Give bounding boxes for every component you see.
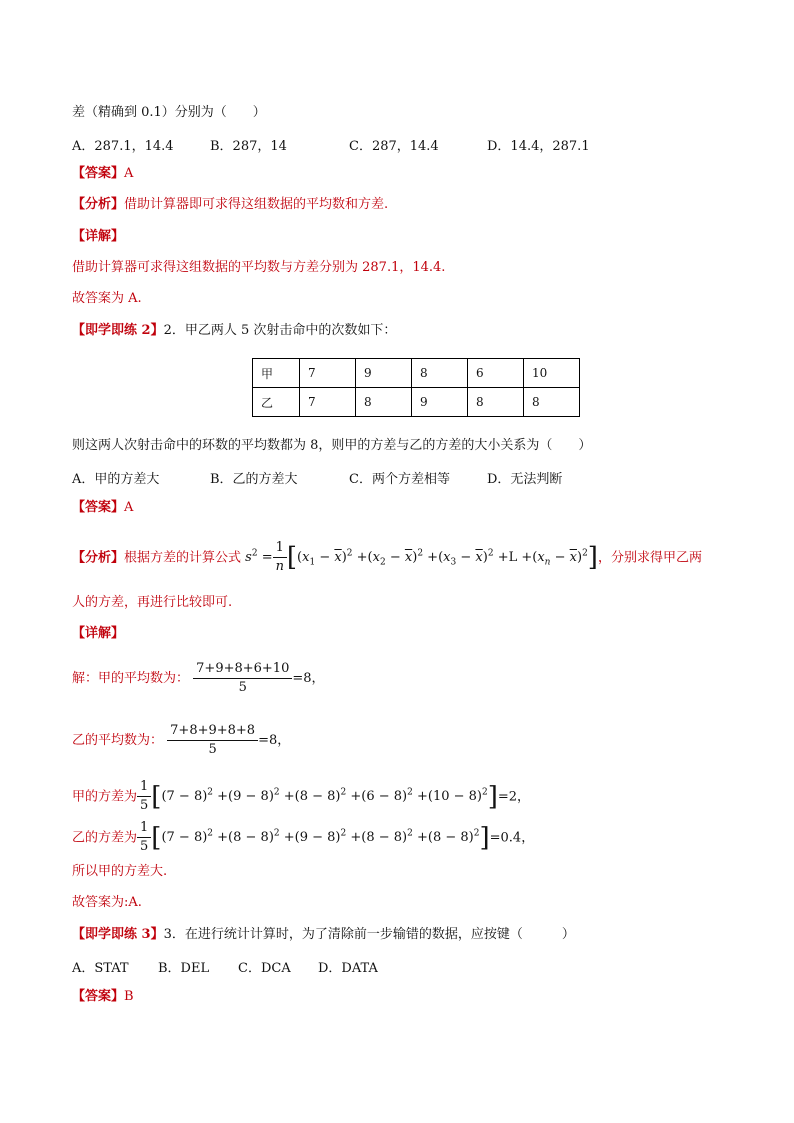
q1-option-d: D．14.4，287.1 <box>487 139 590 154</box>
q1-option-b: B．287，14 <box>210 139 287 154</box>
jia-mean-numerator: 7+9+8+6+10 <box>193 660 292 679</box>
q3-stem: 3．在进行统计计算时，为了清除前一步输错的数据，应按键（ ） <box>163 927 575 942</box>
answer-tag: 【答案】 <box>72 166 125 181</box>
q1-analysis-line <box>72 196 388 214</box>
q2-analysis-line2: 人的方差，再进行比较即可. <box>72 595 233 610</box>
variance-formula: $s^2$ = $\frac{1}{n}$ $[(x_1 - \overline{x})^2 +(x_2 - \overline{x})^2 +(x_3 - \overline{x})^2 +L +(x_n - \overline{x})^2]$ <box>245 540 598 575</box>
mean-result: =8， <box>292 671 325 686</box>
mean-denominator: 5 <box>238 680 247 695</box>
q1-detail: 借助计算器可求得这组数据的平均数与方差分别为 287.1，14.4. <box>72 260 446 275</box>
q2-option-c: C．两个方差相等 <box>349 472 450 487</box>
yi-mean-fraction <box>167 722 258 759</box>
q2-detail-tag: 【详解】 <box>72 626 125 641</box>
q3-option-c: C．DCA <box>238 961 291 976</box>
table-cell: 9 <box>412 388 468 417</box>
q2-option-b: B．乙的方差大 <box>210 472 298 487</box>
table-cell: 8 <box>356 388 412 417</box>
shooting-table <box>252 358 580 417</box>
q1-option-a: A．287.1，14.4 <box>72 139 174 154</box>
q2-analysis-post: ，分别求得甲乙两 <box>597 550 702 566</box>
jia-mean-fraction <box>193 660 292 697</box>
table-cell: 甲 <box>253 359 300 388</box>
yi-var-result: =0.4， <box>489 830 535 846</box>
answer-tag: 【答案】 <box>72 500 125 515</box>
q1-conclusion: 故答案为 A. <box>72 291 142 306</box>
jia-var-label: 甲的方差为 <box>72 789 138 805</box>
analysis-tag: 【分析】 <box>72 197 125 212</box>
q1-answer-line <box>72 165 133 183</box>
q1-analysis: 借助计算器即可求得这组数据的平均数和方差. <box>124 197 389 212</box>
jia-var-result: =2， <box>497 789 531 805</box>
q2-stem: 2．甲乙两人 5 次射击命中的次数如下： <box>163 323 397 338</box>
q3-practice-tag: 【即学即练 3】 <box>72 927 164 942</box>
q2-question: 则这两人次射击命中的环数的平均数都为 8，则甲的方差与乙的方差的大小关系为（ ） <box>72 438 592 453</box>
q2-option-a: A．甲的方差大 <box>72 472 160 487</box>
yi-mean-numerator: 7+8+9+8+8 <box>167 722 258 741</box>
mean-denominator: 5 <box>208 742 217 757</box>
table-cell: 7 <box>300 359 356 388</box>
yi-mean-line <box>72 722 290 760</box>
table-cell: 8 <box>412 359 468 388</box>
table-row-jia <box>253 359 580 388</box>
yi-mean-label: 乙的平均数为： <box>72 733 164 748</box>
table-cell: 10 <box>524 359 580 388</box>
yi-var-label: 乙的方差为 <box>72 830 138 846</box>
table-cell: 9 <box>356 359 412 388</box>
q3-option-b: B．DEL <box>158 961 210 976</box>
q1-option-c: C．287，14.4 <box>349 139 439 154</box>
q1-detail-tag: 【详解】 <box>72 229 125 244</box>
jia-mean-label: 解：甲的平均数为： <box>72 671 190 686</box>
table-cell: 6 <box>468 359 524 388</box>
analysis-tag: 【分析】 <box>72 550 125 566</box>
q1-answer: A <box>124 166 134 181</box>
q1-stem-tail: 差（精确到 0.1）分别为（ ） <box>72 105 266 120</box>
table-cell: 8 <box>468 388 524 417</box>
table-cell: 乙 <box>253 388 300 417</box>
answer-tag: 【答案】 <box>72 989 125 1004</box>
q2-stem-line <box>72 322 396 340</box>
q3-answer-line <box>72 988 134 1006</box>
q3-option-a: A．STAT <box>72 961 129 976</box>
q3-option-d: D．DATA <box>318 961 378 976</box>
q2-conclusion: 故答案为:A. <box>72 895 142 910</box>
table-cell: 7 <box>300 388 356 417</box>
q3-stem-line <box>72 926 575 944</box>
table-row-yi <box>253 388 580 417</box>
q2-answer: A <box>124 500 134 515</box>
q2-so: 所以甲的方差大. <box>72 864 168 879</box>
q2-analysis-pre: 根据方差的计算公式 <box>124 550 242 566</box>
jia-variance-line: 甲的方差为 $\frac{1}{5}$ $[(7 - 8)^2 +(9 - 8)^2 +(8 - 8)^2 +(6 - 8)^2 +(10 - 8)^2]=2$， <box>72 779 531 814</box>
table-cell: 8 <box>524 388 580 417</box>
mean-result: =8， <box>258 733 291 748</box>
q2-answer-line <box>72 499 133 517</box>
q2-analysis-line <box>72 538 702 579</box>
jia-mean-line <box>72 660 325 698</box>
yi-variance-line: 乙的方差为 $\frac{1}{5}$ $[(7 - 8)^2 +(8 - 8)^2 +(9 - 8)^2 +(8 - 8)^2 +(8 - 8)^2]=0.4$， <box>72 820 535 855</box>
q2-option-d: D．无法判断 <box>487 472 563 487</box>
q3-answer: B <box>124 989 134 1004</box>
q2-practice-tag: 【即学即练 2】 <box>72 323 164 338</box>
